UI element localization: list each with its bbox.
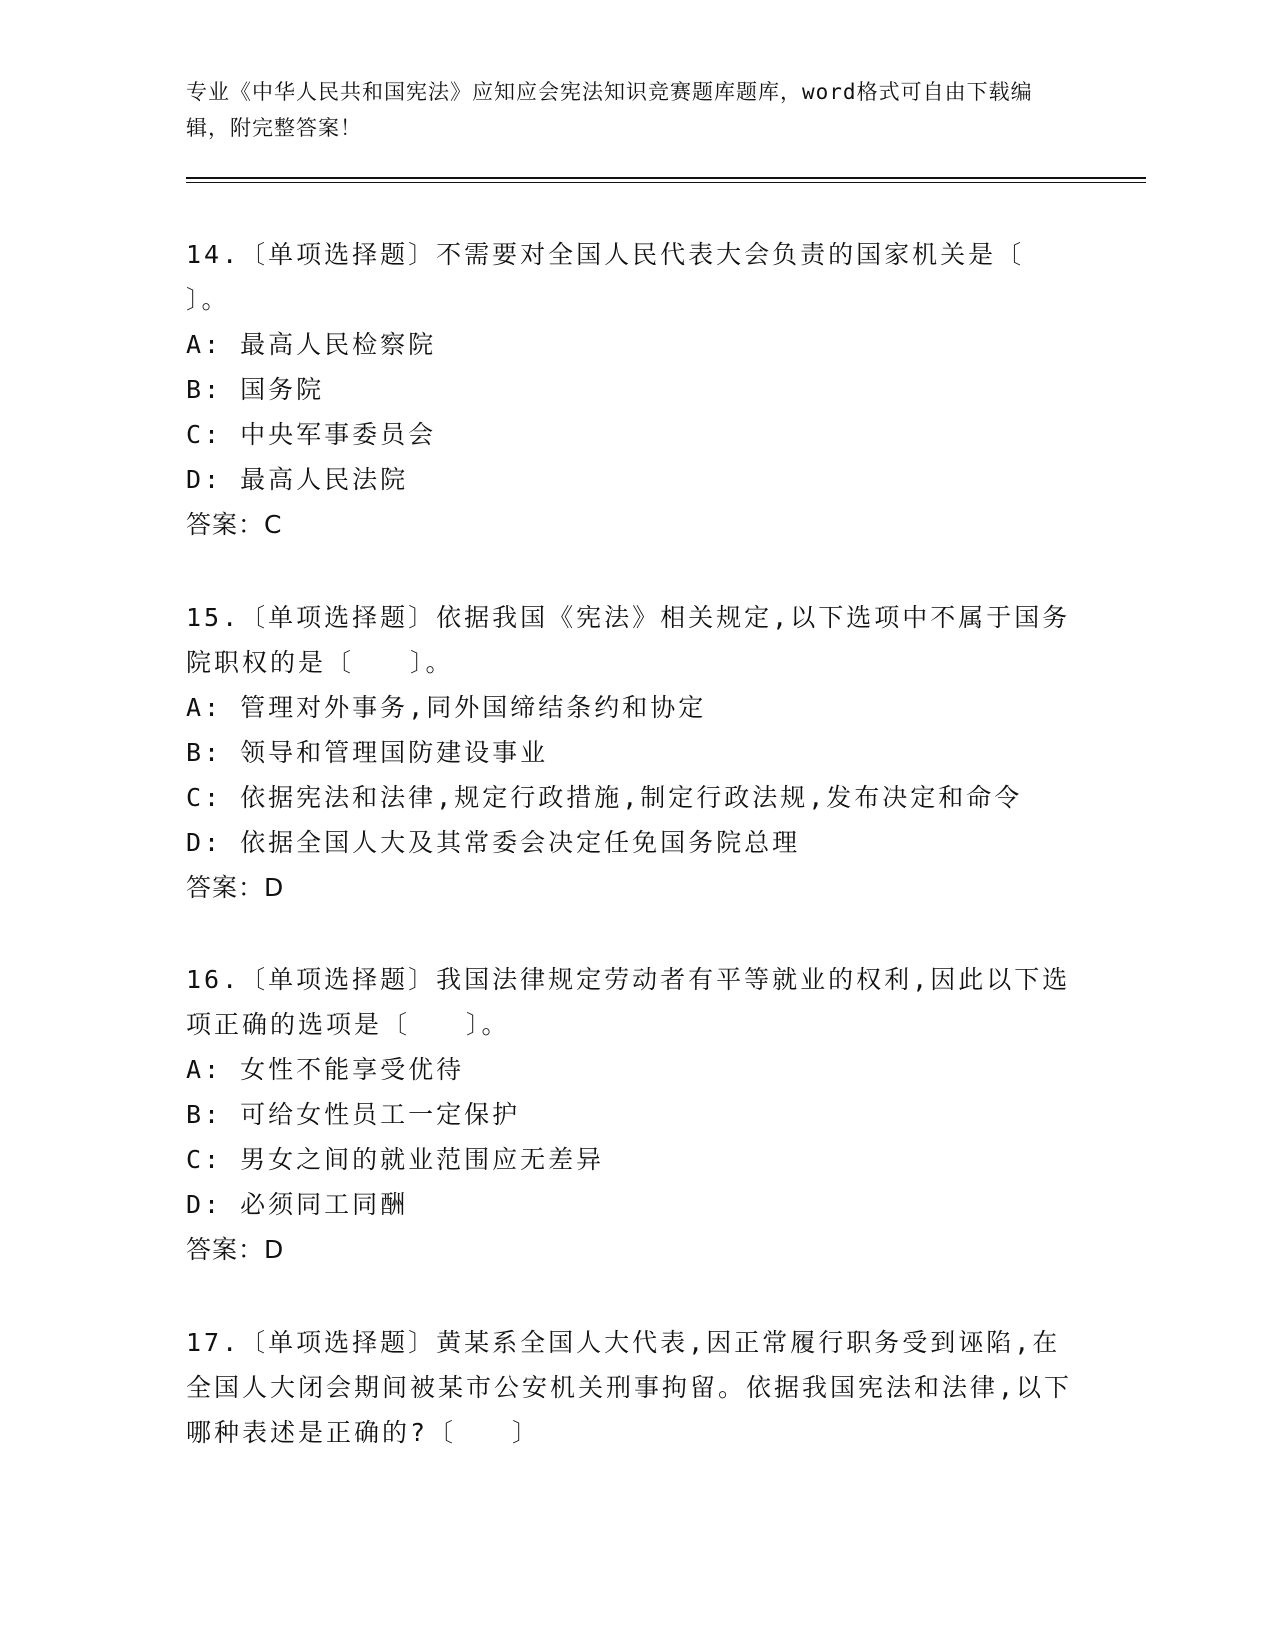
- option-c: C: 依据宪法和法律,规定行政措施,制定行政法规,发布决定和命令: [186, 783, 1023, 812]
- question-15: [186, 595, 1076, 910]
- option-d: D: 依据全国人大及其常委会决定任免国务院总理: [186, 828, 801, 857]
- answer-line: 答案：D: [186, 1235, 285, 1264]
- header-divider-thick: [186, 177, 1146, 179]
- answer-line: 答案：D: [186, 873, 285, 902]
- option-b: B: 领导和管理国防建设事业: [186, 738, 549, 767]
- option-d: D: 必须同工同酬: [186, 1190, 409, 1219]
- question-14: [186, 232, 1076, 547]
- document-header: 专业《中华人民共和国宪法》应知应会宪法知识竞赛题库题库，word格式可自由下载编辑，附完整答案！: [186, 80, 1033, 140]
- option-a: A: 管理对外事务,同外国缔结条约和协定: [186, 693, 707, 722]
- option-a: A: 女性不能享受优待: [186, 1055, 465, 1084]
- answer-line: 答案：C: [186, 510, 283, 539]
- option-c: C: 男女之间的就业范围应无差异: [186, 1145, 605, 1174]
- option-c: C: 中央军事委员会: [186, 420, 437, 449]
- question-stem: 15.〔单项选择题〕依据我国《宪法》相关规定,以下选项中不属于国务院职权的是〔 〕。: [186, 603, 1071, 677]
- option-d: D: 最高人民法院: [186, 465, 409, 494]
- question-16: [186, 957, 1076, 1272]
- option-a: A: 最高人民检察院: [186, 330, 437, 359]
- question-stem: 14.〔单项选择题〕不需要对全国人民代表大会负责的国家机关是〔 〕。: [186, 240, 1025, 314]
- question-17: [186, 1320, 1076, 1455]
- question-stem: 17.〔单项选择题〕黄某系全国人大代表,因正常履行职务受到诬陷,在全国人大闭会期间被某市公安机关刑事拘留。依据我国宪法和法律,以下哪种表述是正确的?〔 〕: [186, 1328, 1073, 1447]
- option-b: B: 可给女性员工一定保护: [186, 1100, 521, 1129]
- header-divider-thin: [186, 182, 1146, 183]
- option-b: B: 国务院: [186, 375, 325, 404]
- question-stem: 16.〔单项选择题〕我国法律规定劳动者有平等就业的权利,因此以下选项正确的选项是〔 〕。: [186, 965, 1071, 1039]
